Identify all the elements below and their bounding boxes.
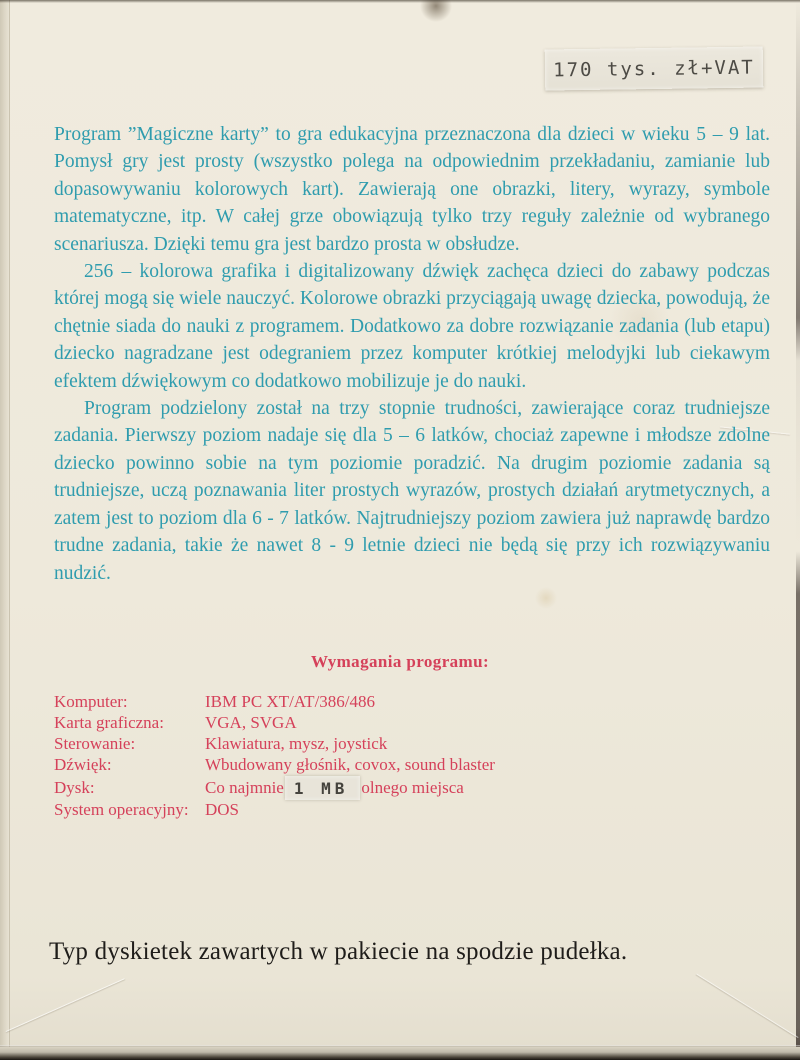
bottom-left-crease (6, 978, 125, 1032)
price-sticker-text: 170 tys. zł+VAT (553, 56, 755, 81)
requirement-label: Dźwięk: (54, 755, 112, 774)
description-text (54, 121, 770, 587)
box-bottom-edge (0, 1047, 800, 1060)
requirement-label: Karta graficzna: (54, 713, 164, 732)
requirement-row (54, 775, 714, 799)
requirements-table (54, 691, 714, 820)
requirement-value: DOS (205, 800, 240, 819)
requirement-value: Wbudowany głośnik, covox, sound blaster (205, 755, 495, 774)
requirement-row (54, 712, 714, 733)
memory-correction-sticker: 1 MB (285, 776, 361, 800)
requirement-row (54, 691, 714, 712)
requirement-label: Sterowanie: (54, 734, 136, 753)
box-top-edge (0, 0, 800, 3)
requirement-value: VGA, SVGA (205, 713, 297, 732)
description-paragraph: Program podzielony został na trzy stopnie trudności, zawierające coraz trudniejsze zadania. Pierwszy poziom nadaje się dla 5 – 6 latków, chociaż zapewne i młodsze zdolne dziecko powinno sobie na tym poziomie poradzić. Na drugim poziomie zadania są trudniejsze, uczą poznawania liter prostych wyrazów, prostych działań arytmetycznych, a zatem jest to poziom dla 6 - 7 latków. Najtrudniejszy poziom zawiera już naprawdę bardzo trudne zadania, takie że nawet 8 - 9 letnie dzieci nie będą się przy ich rozwiązywaniu nudzić. (54, 398, 770, 584)
requirement-value: IBM PC XT/AT/386/486 (205, 692, 376, 711)
requirement-label: System operacyjny: (54, 800, 189, 819)
requirement-row (54, 733, 714, 754)
requirement-value (205, 775, 464, 799)
disk-value-suffix: olnego miejsca (361, 778, 464, 797)
disk-value-prefix: Co najmnie (205, 778, 284, 797)
requirement-value: Klawiatura, mysz, joystick (205, 734, 388, 753)
requirement-row (54, 754, 714, 775)
description-paragraph: Program ”Magiczne karty” to gra edukacyjna przeznaczona dla dzieci w wieku 5 – 9 lat. Pomysł gry jest prosty (wszystko polega na odpowiednim przekładaniu, zamianie lub dopasowywaniu kolorowych kart). Zawierają one obrazki, litery, wyrazy, symbole matematyczne, itp. W całej grze obowiązują tylko trzy reguły zależnie od wybranego scenariusza. Dzięki temu gra jest bardzo prosta w obsłudze. (54, 124, 770, 255)
price-sticker (545, 46, 764, 90)
box-left-edge (0, 0, 10, 1060)
footer-note: Typ dyskietek zawartych w pakiecie na spodzie pudełka. (49, 938, 628, 965)
box-right-edge (796, 0, 800, 1060)
requirement-label: Dysk: (54, 778, 95, 797)
bottom-right-crease (696, 974, 798, 1038)
description-paragraph: 256 – kolorowa grafika i digitalizowany dźwięk zachęca dzieci do zabawy podczas której mogą się wiele nauczyć. Kolorowe obrazki przyciągają uwagę dziecka, powodują, że chętnie siada do nauki z programem. Dodatkowo za dobre rozwiązanie zadania (lub etapu) dziecko nagradzane jest odegraniem przez komputer krótkiej melodyjki lub ciekawym efektem dźwiękowym co dodatkowo mobilizuje je do nauki. (54, 261, 770, 392)
requirement-label: Komputer: (54, 692, 128, 711)
requirement-row (54, 799, 714, 820)
requirements-heading: Wymagania programu: (310, 652, 490, 671)
